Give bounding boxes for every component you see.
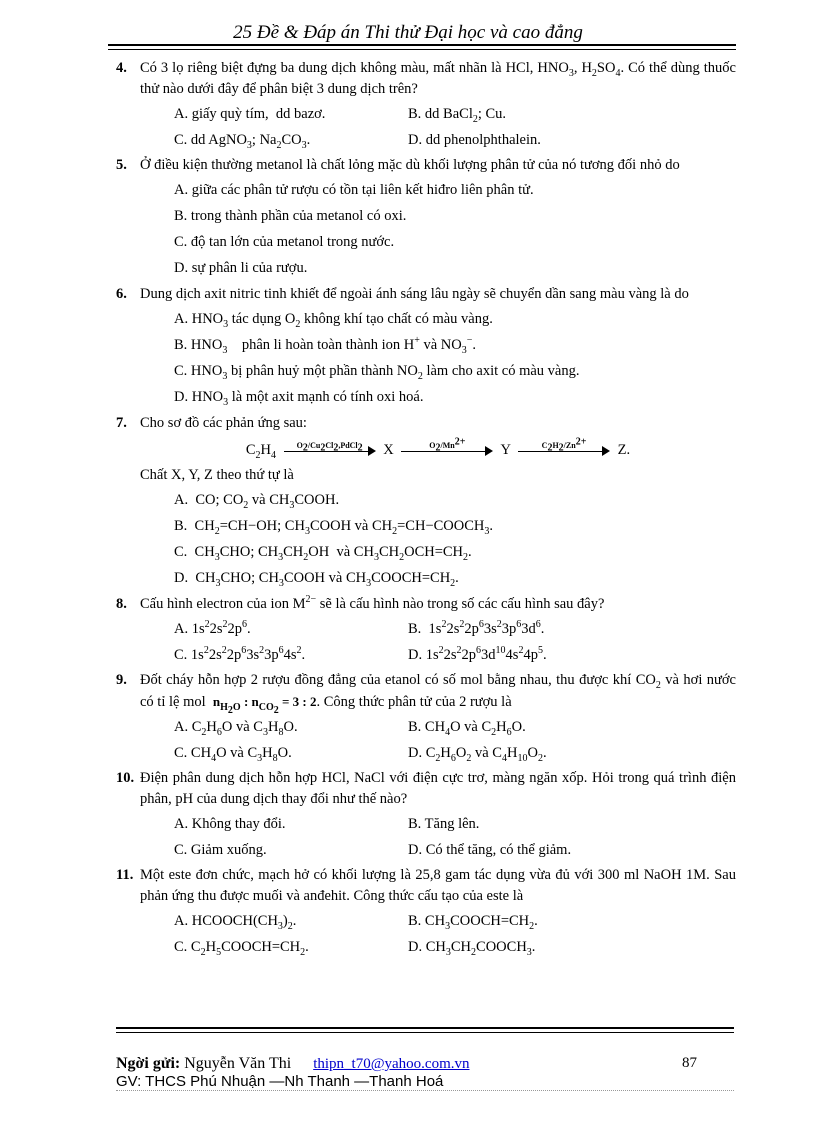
option-c: C. $1s^22s^22p^63s^23p^64s^2$. [174, 645, 306, 663]
option-c: C. Giảm xuống. [174, 842, 267, 858]
question-9 [116, 670, 736, 764]
option-a: A. $1s^22s^22p^6$. [174, 619, 251, 637]
question-number: 8. [116, 596, 127, 612]
question-text: Ở điều kiện thường metanol là chất lỏng mặc dù khối lượng phân tử của nó tương đối nhỏ do [140, 157, 680, 173]
options [140, 490, 736, 589]
question-number: 9. [116, 672, 127, 688]
page-content [116, 58, 736, 962]
reaction-arrow: $C_2H_2/Zn^{2+}$ [518, 443, 610, 459]
option-a: A. giấy quỳ tím, dd bazơ. [174, 106, 326, 122]
footer-school: GV: THCS Phú Nhuận —Nh Thanh —Thanh Hoá [116, 1073, 444, 1090]
header-rule-thin [108, 49, 736, 50]
option-d: D. $1s^22s^22p^63d^{10}4s^24p^5$. [408, 645, 547, 663]
email-link[interactable]: thipn_t70@yahoo.com.vn [313, 1056, 470, 1072]
question-5 [116, 155, 736, 279]
question-text: Đốt cháy hỗn hợp 2 rượu đồng đẳng của etanol có số mol bằng nhau, thu được khí $CO_2$ và hơi nước có tỉ lệ mol $n_{H_2O}$ : $n_{CO_2} = 3$ : 2. Công thức phân tử của 2 rượu là [140, 672, 736, 716]
question-text: Cho sơ đồ các phản ứng sau: [140, 415, 307, 431]
question-number: 4. [116, 60, 127, 76]
option-b: B. $CH_2=CH-OH$; $CH_3COOH$ và $CH_2=CH-COOCH_3$. [174, 518, 494, 537]
options [140, 180, 736, 279]
option-d: D. $CH_3CHO$; $CH_3COOH$ và $CH_3COOCH=CH_2$. [174, 570, 459, 589]
question-text: Có 3 lọ riêng biệt đựng ba dung dịch không màu, mất nhãn là HCl, $HNO_3$, $H_2SO_4$. Có thể dùng thuốc thử nào dưới đây để phân biệt 3 dung dịch trên? [140, 60, 736, 97]
question-prompt: Chất X, Y, Z theo thứ tự là [140, 467, 294, 483]
sender-name: Nguyễn Văn Thi [184, 1055, 292, 1072]
option-b: B. $CH_4O$ và $C_2H_6O$. [408, 719, 526, 738]
option-a: A. Không thay đổi. [174, 816, 286, 832]
page-header: 25 Đề & Đáp án Thi thử Đại học và cao đẳng [233, 22, 583, 43]
question-11 [116, 865, 736, 958]
option-d: D. dd phenolphthalein. [408, 132, 541, 148]
footer-sender [116, 1055, 470, 1073]
option-b: B. Tăng lên. [408, 816, 480, 832]
reaction-scheme: $C_2H_4$ $O_2/Cu_2Cl_2,PdCl_2$ X $O_2/Mn^{2+}$ Y $C_2H_2/Zn^{2+}$ Z. [245, 436, 631, 461]
options [140, 911, 736, 958]
options [140, 104, 736, 151]
mole-ratio-formula: $n_{H_2O}$ : $n_{CO_2} = 3$ : 2 [212, 694, 317, 716]
option-a: A. $HCOOCH(CH_3)_2$. [174, 913, 297, 932]
reaction-arrow: $O_2/Mn^{2+}$ [401, 443, 493, 459]
option-b: B. $HNO_3$ phân li hoàn toàn thành ion H+ và $NO_3^-$. [174, 335, 476, 356]
question-number: 6. [116, 286, 127, 302]
question-number: 5. [116, 157, 127, 173]
question-7 [116, 413, 736, 589]
question-number: 7. [116, 415, 127, 431]
footer-rule [116, 1027, 734, 1029]
header-rule [108, 44, 736, 46]
option-d: D. $C_2H_6O_2$ và $C_4H_{10}O_2$. [408, 745, 547, 764]
option-c: C. $CH_3CHO$; $CH_3CH_2OH$ và $CH_3CH_2OCH=CH_2$. [174, 544, 472, 563]
reaction-arrow: $O_2/Cu_2Cl_2,PdCl_2$ [284, 443, 376, 459]
question-4 [116, 58, 736, 151]
question-10 [116, 768, 736, 861]
option-d: D. $HNO_3$ là một axit mạnh có tính oxi hoá. [174, 389, 424, 408]
question-8 [116, 594, 736, 666]
option-c: C. dd AgNO$_3$; $Na_2CO_3$. [174, 132, 311, 151]
options [140, 619, 736, 666]
option-c: C. độ tan lớn của metanol trong nước. [174, 234, 395, 250]
question-text: Dung dịch axit nitric tinh khiết để ngoài ánh sáng lâu ngày sẽ chuyển dần sang màu vàng là do [140, 286, 689, 302]
option-d: D. Có thể tăng, có thể giảm. [408, 842, 572, 858]
question-6 [116, 284, 736, 408]
option-a: A. CO; $CO_2$ và $CH_3COOH$. [174, 492, 340, 511]
page-number: 87 [682, 1055, 697, 1071]
option-b: B. $1s^22s^22p^63s^23p^63d^6$. [408, 619, 545, 637]
option-a: A. giữa các phân tử rượu có tồn tại liên kết hiđro liên phân tử. [174, 182, 534, 198]
question-text: Một este đơn chức, mạch hở có khối lượng là 25,8 gam tác dụng vừa đủ với 300 ml NaOH 1M. Sau phản ứng thu được muối và anđehit. Công thức cấu tạo của este là [140, 867, 736, 904]
footer-rule-thin [116, 1032, 734, 1033]
options [140, 717, 736, 764]
footer-dotted-line [116, 1090, 734, 1091]
sender-label: Ngời gửi: [116, 1055, 181, 1072]
option-d: D. $CH_3CH_2COOCH_3$. [408, 939, 536, 958]
question-number: 10. [116, 770, 135, 786]
option-b: B. trong thành phần của metanol có oxi. [174, 208, 407, 224]
option-c: C. $CH_4O$ và $C_3H_8O$. [174, 745, 292, 764]
option-b: B. $CH_3COOCH=CH_2$. [408, 913, 538, 932]
option-b: B. dd BaCl$_2$; Cu. [408, 106, 507, 125]
option-c: C. $HNO_3$ bị phân huỷ một phần thành $NO_2$ làm cho axit có màu vàng. [174, 363, 580, 382]
option-d: D. sự phân li của rượu. [174, 260, 308, 276]
option-c: C. $C_2H_5COOCH=CH_2$. [174, 939, 309, 958]
options [140, 814, 736, 861]
option-a: A. $C_2H_6O$ và $C_3H_8O$. [174, 719, 298, 738]
question-number: 11. [116, 867, 134, 883]
question-text: Điện phân dung dịch hỗn hợp HCl, NaCl với điện cực trơ, màng ngăn xốp. Hỏi trong quá trình điện phân, pH của dung dịch thay đổi như thế nào? [140, 770, 736, 807]
options [140, 309, 736, 408]
option-a: A. $HNO_3$ tác dụng $O_2$ không khí tạo chất có màu vàng. [174, 311, 493, 330]
question-text: Cấu hình electron của ion $M^{2-}$ sẽ là cấu hình nào trong số các cấu hình sau đây? [140, 594, 605, 612]
